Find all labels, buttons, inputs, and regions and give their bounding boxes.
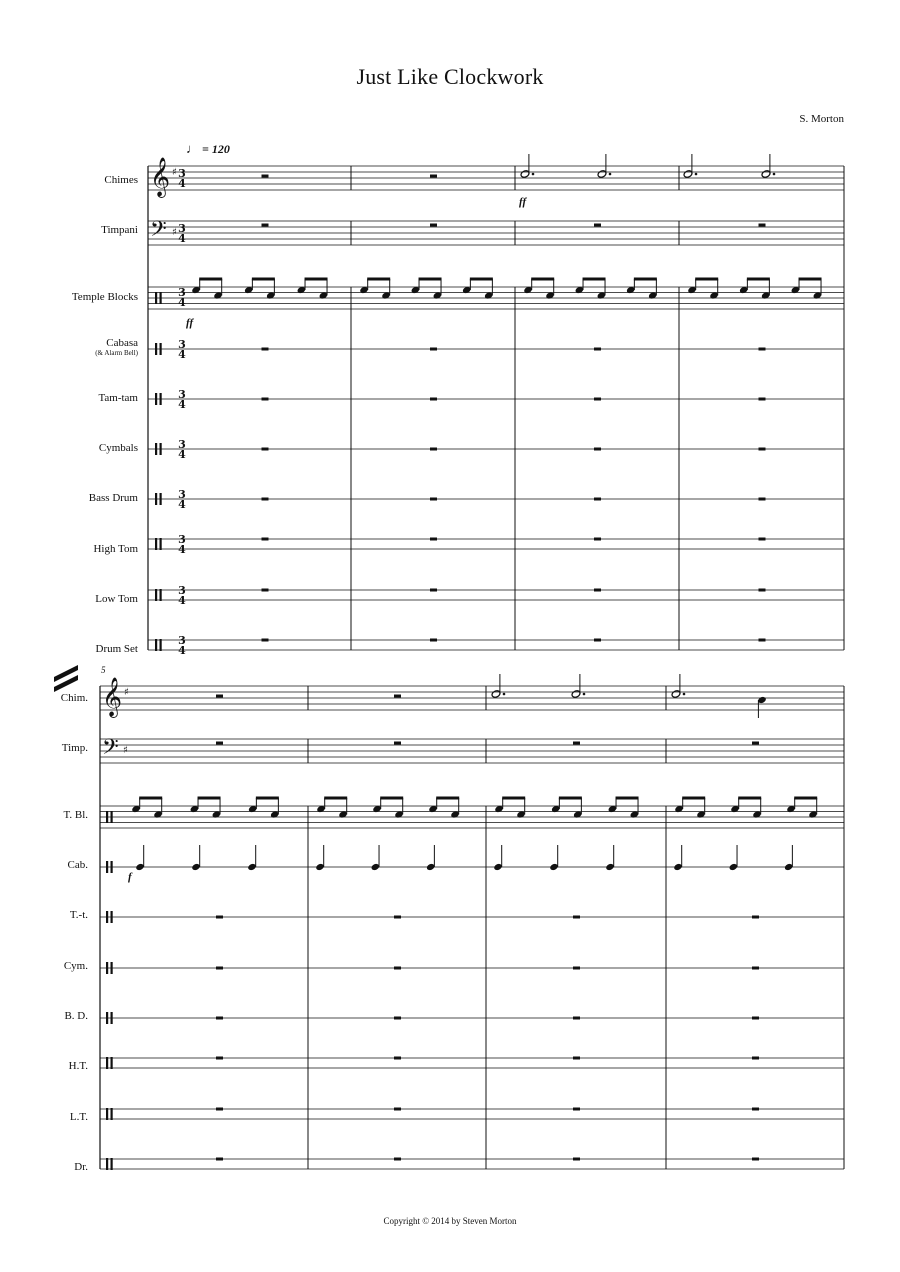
dynamic-chimes: ff — [519, 196, 527, 208]
time-signature: 4 — [178, 498, 186, 511]
whole-rest — [752, 742, 759, 745]
instrument-label-cab: Cab. — [67, 859, 88, 871]
whole-rest — [573, 916, 580, 919]
time-signature: 4 — [178, 594, 186, 607]
percussion-clef — [106, 962, 108, 974]
instrument-label-cabasa-sub: (& Alarm Bell) — [95, 349, 138, 357]
copyright-footer: Copyright © 2014 by Steven Morton — [383, 1216, 517, 1226]
instrument-label-t-bl: T. Bl. — [63, 809, 88, 821]
whole-rest — [216, 742, 223, 745]
dynamic-temple-blocks: ff — [186, 317, 194, 329]
percussion-clef — [160, 639, 162, 651]
time-signature: 3 — [178, 584, 186, 597]
key-signature-sharp: ♯ — [123, 745, 128, 756]
whole-rest — [752, 1158, 759, 1161]
time-signature: 4 — [178, 644, 186, 657]
time-signature: 4 — [178, 232, 186, 245]
percussion-clef — [111, 962, 113, 974]
instrument-label-temple-blocks: Temple Blocks — [71, 291, 138, 303]
temple-blocks-beam — [199, 278, 222, 281]
whole-rest — [430, 348, 437, 351]
whole-rest — [759, 538, 766, 541]
time-signature: 3 — [178, 438, 186, 451]
whole-rest — [262, 398, 269, 401]
temple-blocks-beam — [139, 797, 162, 800]
percussion-clef — [111, 811, 113, 823]
temple-blocks-beam — [682, 797, 705, 800]
tempo-value: = 120 — [202, 142, 230, 156]
whole-rest — [262, 175, 269, 178]
whole-rest — [430, 639, 437, 642]
percussion-clef — [106, 861, 108, 873]
time-signature: 4 — [178, 348, 186, 361]
whole-rest — [594, 224, 601, 227]
instrument-label-bass-drum: Bass Drum — [88, 492, 138, 504]
dynamic-cabasa: f — [128, 871, 132, 883]
instrument-label-b-d: B. D. — [64, 1010, 88, 1022]
temple-blocks-beam — [794, 797, 817, 800]
percussion-clef — [111, 911, 113, 923]
time-signature: 3 — [178, 286, 186, 299]
percussion-clef — [106, 911, 108, 923]
whole-rest — [216, 1158, 223, 1161]
instrument-label-t-t: T.-t. — [69, 909, 88, 921]
instrument-label-drum-set: Drum Set — [95, 643, 138, 655]
score-title: Just Like Clockwork — [356, 64, 544, 89]
chimes-half-note-dot — [532, 173, 535, 176]
whole-rest — [262, 224, 269, 227]
instrument-label-timpani: Timpani — [101, 224, 138, 236]
time-signature: 3 — [178, 533, 186, 546]
temple-blocks-beam — [799, 278, 822, 281]
time-signature: 4 — [178, 177, 186, 190]
whole-rest — [759, 224, 766, 227]
whole-rest — [573, 967, 580, 970]
instrument-label-cym: Cym. — [63, 960, 88, 972]
chimes-half-note-dot — [683, 693, 686, 696]
time-signature: 3 — [178, 634, 186, 647]
whole-rest — [262, 538, 269, 541]
measure-number: 5 — [101, 665, 106, 675]
temple-blocks-beam — [380, 797, 403, 800]
percussion-clef — [155, 393, 157, 405]
percussion-clef — [160, 589, 162, 601]
quarter-note-icon: ♩ — [186, 141, 199, 156]
time-signature: 3 — [178, 222, 186, 235]
instrument-label-high-tom: High Tom — [93, 543, 138, 555]
time-signature: 4 — [178, 448, 186, 461]
treble-clef-icon: 𝄞 — [102, 677, 123, 717]
percussion-clef — [106, 1158, 108, 1170]
chimes-half-note-dot — [503, 693, 506, 696]
percussion-clef — [155, 493, 157, 505]
temple-blocks-beam — [256, 797, 279, 800]
whole-rest — [216, 967, 223, 970]
temple-blocks-beam — [559, 797, 582, 800]
whole-rest — [759, 398, 766, 401]
whole-rest — [430, 224, 437, 227]
whole-rest — [394, 742, 401, 745]
instrument-label-chimes: Chimes — [104, 174, 138, 186]
whole-rest — [394, 1057, 401, 1060]
whole-rest — [759, 589, 766, 592]
whole-rest — [759, 348, 766, 351]
percussion-clef — [160, 343, 162, 355]
percussion-clef — [155, 443, 157, 455]
whole-rest — [262, 448, 269, 451]
temple-blocks-beam — [502, 797, 525, 800]
temple-blocks-beam — [583, 278, 606, 281]
whole-rest — [216, 1108, 223, 1111]
whole-rest — [262, 348, 269, 351]
percussion-clef — [155, 343, 157, 355]
time-signature: 3 — [178, 167, 186, 180]
bass-clef-icon: 𝄢 — [102, 735, 119, 765]
whole-rest — [394, 967, 401, 970]
temple-blocks-beam — [738, 797, 761, 800]
whole-rest — [394, 1158, 401, 1161]
whole-rest — [394, 1017, 401, 1020]
percussion-clef — [155, 292, 157, 304]
instrument-label-cymbals: Cymbals — [98, 442, 138, 454]
percussion-clef — [155, 589, 157, 601]
whole-rest — [594, 448, 601, 451]
whole-rest — [573, 1057, 580, 1060]
key-signature-sharp: ♯ — [172, 167, 177, 178]
temple-blocks-beam — [305, 278, 328, 281]
temple-blocks-beam — [367, 278, 390, 281]
whole-rest — [594, 639, 601, 642]
time-signature: 3 — [178, 338, 186, 351]
temple-blocks-beam — [747, 278, 770, 281]
percussion-clef — [160, 292, 162, 304]
time-signature: 4 — [178, 398, 186, 411]
whole-rest — [262, 589, 269, 592]
chimes-half-note-dot — [609, 173, 612, 176]
instrument-label-timp: Timp. — [61, 742, 88, 754]
whole-rest — [430, 175, 437, 178]
percussion-clef — [111, 1108, 113, 1120]
time-signature: 3 — [178, 488, 186, 501]
whole-rest — [752, 1057, 759, 1060]
whole-rest — [430, 538, 437, 541]
whole-rest — [216, 916, 223, 919]
whole-rest — [752, 1108, 759, 1111]
key-signature-sharp: ♯ — [124, 687, 129, 698]
temple-blocks-beam — [324, 797, 347, 800]
percussion-clef — [111, 1012, 113, 1024]
whole-rest — [394, 916, 401, 919]
whole-rest — [752, 967, 759, 970]
whole-rest — [394, 695, 401, 698]
instrument-label-cabasa-name: Cabasa — [106, 337, 138, 349]
temple-blocks-beam — [252, 278, 275, 281]
whole-rest — [759, 498, 766, 501]
chimes-half-note-dot — [695, 173, 698, 176]
whole-rest — [573, 1017, 580, 1020]
instrument-label-chim: Chim. — [60, 692, 88, 704]
whole-rest — [430, 498, 437, 501]
instrument-label-tam-tam: Tam-tam — [98, 392, 138, 404]
time-signature: 4 — [178, 296, 186, 309]
whole-rest — [262, 498, 269, 501]
whole-rest — [573, 742, 580, 745]
percussion-clef — [160, 538, 162, 550]
percussion-clef — [111, 1158, 113, 1170]
whole-rest — [594, 538, 601, 541]
instrument-label-low-tom: Low Tom — [95, 593, 138, 605]
temple-blocks-beam — [436, 797, 459, 800]
composer: S. Morton — [799, 113, 844, 125]
temple-blocks-beam — [470, 278, 493, 281]
key-signature-sharp: ♯ — [172, 227, 177, 238]
percussion-clef — [106, 1012, 108, 1024]
treble-clef-icon: 𝄞 — [150, 157, 171, 197]
percussion-clef — [106, 811, 108, 823]
time-signature: 4 — [178, 543, 186, 556]
bass-clef-icon: 𝄢 — [150, 217, 167, 247]
instrument-label-h-t: H.T. — [68, 1060, 88, 1072]
whole-rest — [594, 589, 601, 592]
whole-rest — [216, 1057, 223, 1060]
temple-blocks-beam — [695, 278, 718, 281]
percussion-clef — [160, 393, 162, 405]
percussion-clef — [111, 1057, 113, 1069]
percussion-clef — [106, 1108, 108, 1120]
temple-blocks-beam — [634, 278, 657, 281]
percussion-clef — [106, 1057, 108, 1069]
instrument-label-l-t: L.T. — [69, 1111, 88, 1123]
time-signature: 3 — [178, 388, 186, 401]
whole-rest — [216, 1017, 223, 1020]
percussion-clef — [155, 639, 157, 651]
whole-rest — [216, 695, 223, 698]
whole-rest — [752, 1017, 759, 1020]
percussion-clef — [111, 861, 113, 873]
instrument-label-dr: Dr. — [74, 1161, 88, 1173]
temple-blocks-beam — [616, 797, 639, 800]
whole-rest — [759, 448, 766, 451]
temple-blocks-beam — [419, 278, 442, 281]
whole-rest — [262, 639, 269, 642]
percussion-clef — [160, 443, 162, 455]
percussion-clef — [155, 538, 157, 550]
whole-rest — [573, 1158, 580, 1161]
whole-rest — [594, 398, 601, 401]
whole-rest — [594, 348, 601, 351]
temple-blocks-beam — [531, 278, 554, 281]
whole-rest — [394, 1108, 401, 1111]
temple-blocks-beam — [198, 797, 221, 800]
whole-rest — [759, 639, 766, 642]
whole-rest — [430, 398, 437, 401]
chimes-half-note-dot — [773, 173, 776, 176]
whole-rest — [573, 1108, 580, 1111]
whole-rest — [430, 448, 437, 451]
percussion-clef — [160, 493, 162, 505]
whole-rest — [594, 498, 601, 501]
whole-rest — [752, 916, 759, 919]
chimes-half-note-dot — [583, 693, 586, 696]
whole-rest — [430, 589, 437, 592]
